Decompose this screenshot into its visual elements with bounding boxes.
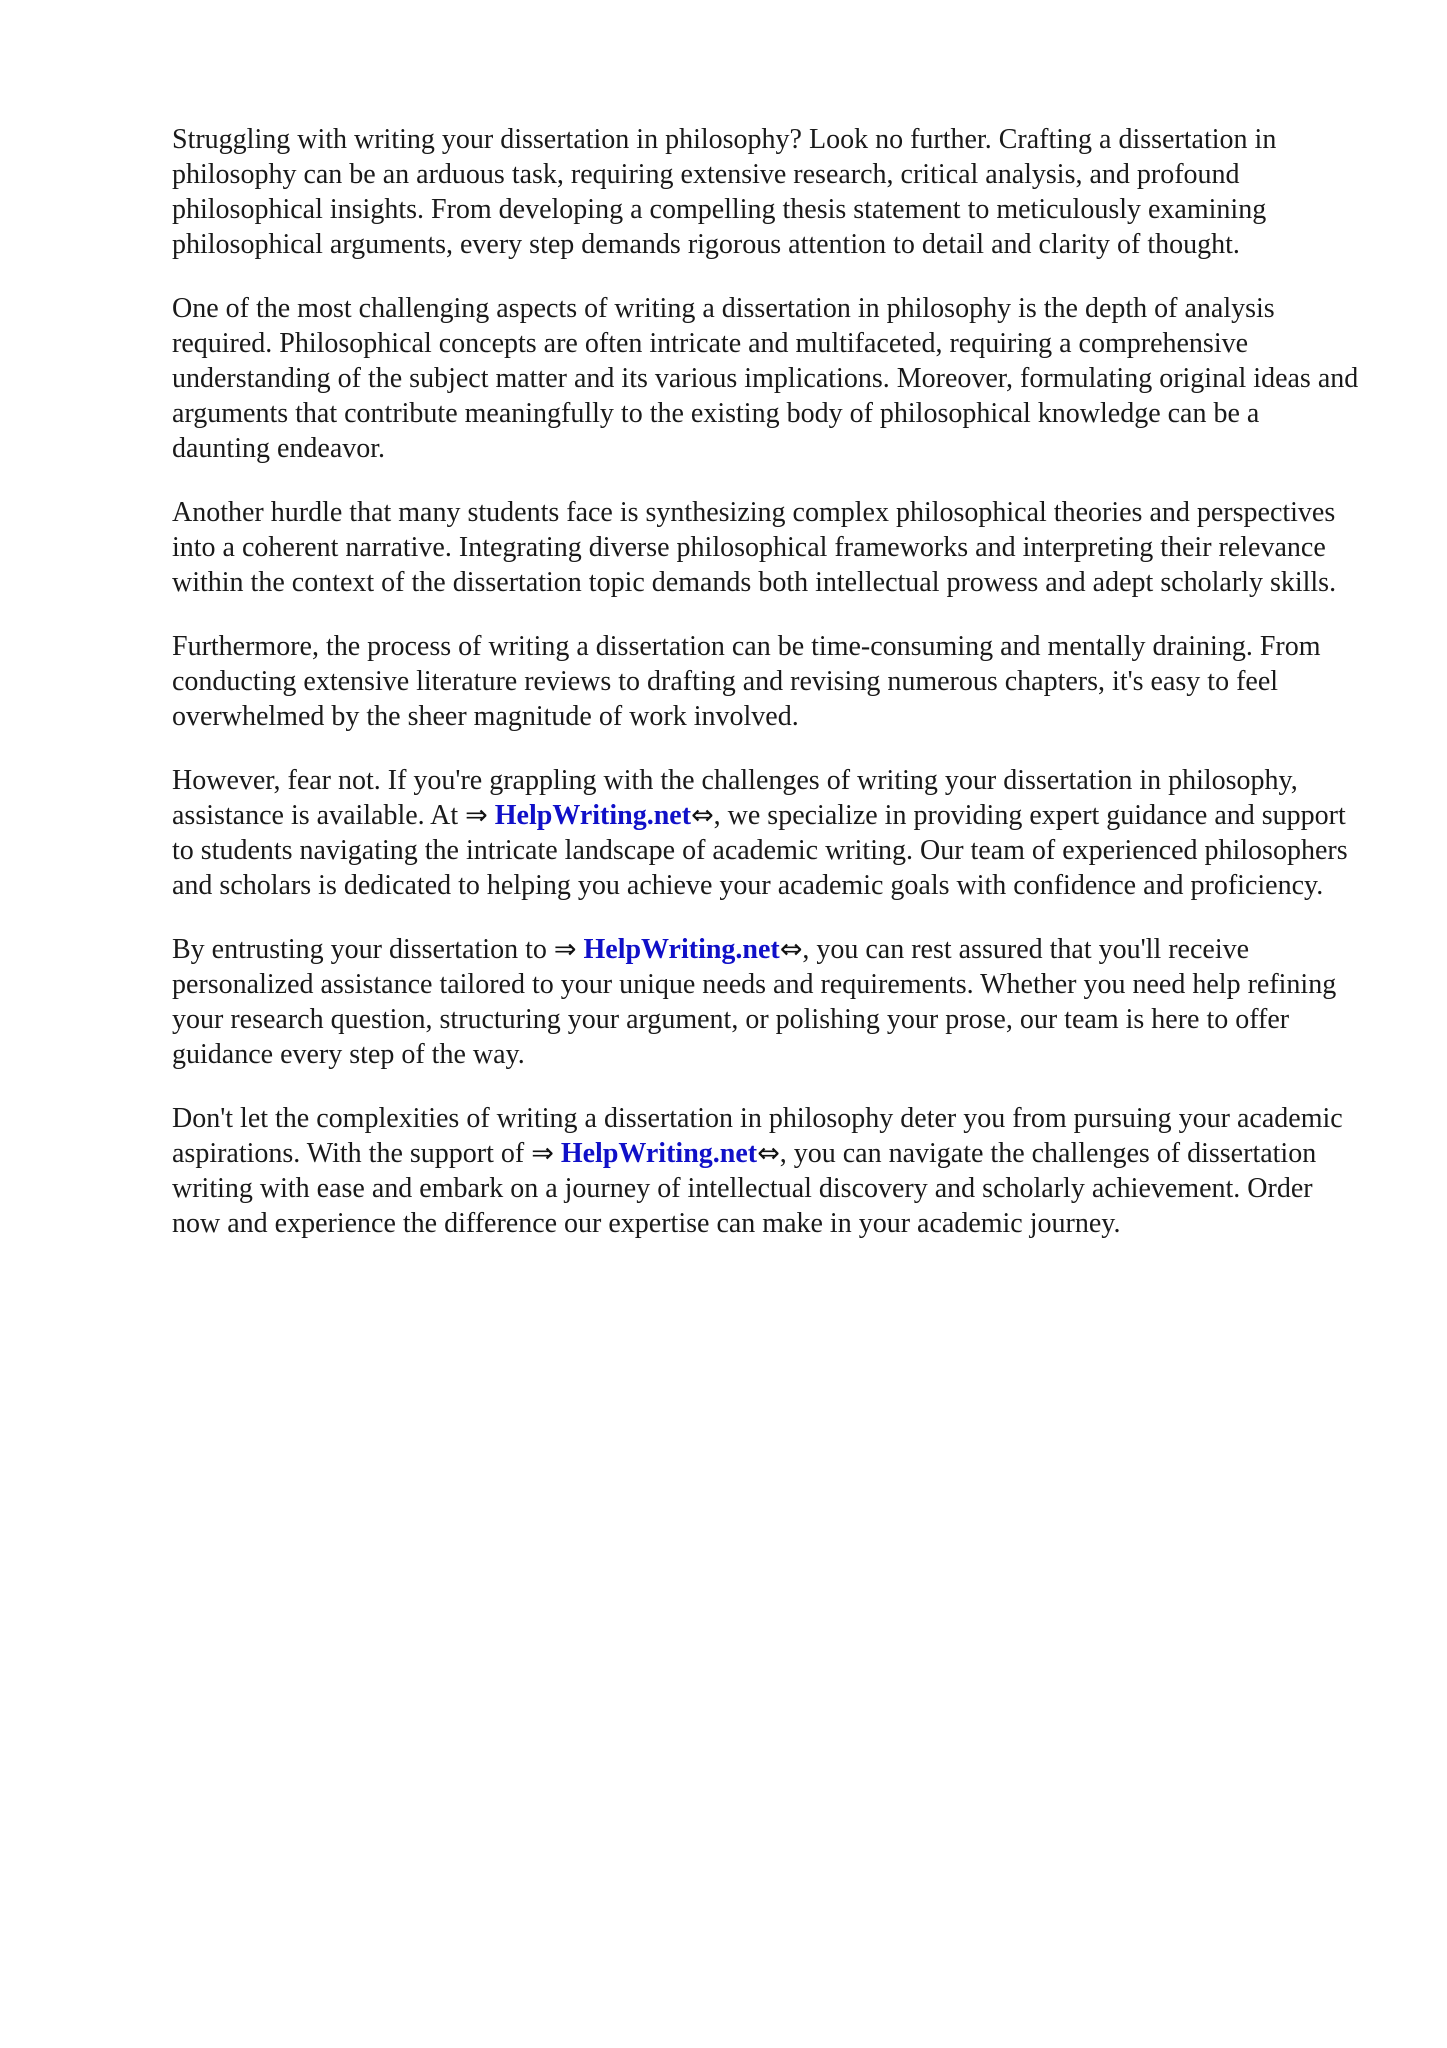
- helpwriting-link[interactable]: HelpWriting.net: [494, 800, 692, 831]
- helpwriting-link[interactable]: HelpWriting.net: [560, 1138, 758, 1169]
- left-right-double-arrow-icon: ⇔: [779, 934, 803, 965]
- left-right-double-arrow-icon: ⇔: [691, 800, 714, 831]
- paragraph-text: , you can rest assured that you'll receive personalized assistance tailored to your unique needs and requirements. Whether you need help refining your research question, structuring your argument, or polishing your prose, our team is here to offer guidance every step of the way.: [172, 934, 1337, 1070]
- right-double-arrow-icon: ⇒: [465, 800, 488, 831]
- paragraph-text: , we specialize in providing expert guidance and support to students navigating the intricate landscape of academic writing. Our team of experienced philosophers and scholars is dedicated to helping you achieve your academic goals with confidence and proficiency.: [172, 800, 1348, 901]
- paragraph-synthesis: Another hurdle that many students face is synthesizing complex philosophical theories and perspectives into a coherent narrative. Integrating diverse philosophical frameworks and interpreting their relevance within the context of the dissertation topic demands both intellectual prowess and adept scholarly skills.: [172, 497, 1337, 598]
- paragraph-time: Furthermore, the process of writing a dissertation can be time-consuming and mentally draining. From conducting extensive literature reviews to drafting and revising numerous chapters, it's easy to feel overwhelmed by the sheer magnitude of work involved.: [172, 631, 1321, 732]
- document-body: [172, 122, 1362, 1270]
- paragraph-closing: [172, 1101, 1362, 1241]
- paragraph-text: However, fear not. If you're grappling with the challenges of writing your dissertation in philosophy, assistance is available. At: [172, 765, 1298, 831]
- right-double-arrow-icon: ⇒: [553, 934, 577, 965]
- right-double-arrow-icon: ⇒: [531, 1138, 554, 1169]
- paragraph-entrusting: [172, 932, 1362, 1072]
- paragraph-text: , you can navigate the challenges of dissertation writing with ease and embark on a journey of intellectual discovery and scholarly achievement. Order now and experience the difference our expertise can make in your academic journey.: [172, 1138, 1317, 1239]
- paragraph-text: By entrusting your dissertation to: [172, 934, 554, 965]
- helpwriting-link[interactable]: HelpWriting.net: [583, 934, 780, 965]
- paragraph-analysis: One of the most challenging aspects of writing a dissertation in philosophy is the depth of analysis required. Philosophical concepts are often intricate and multifaceted, requiring a comprehensive understanding of the subject matter and its various implications. Moreover, formulating original ideas and arguments that contribute meaningfully to the existing body of philosophical knowledge can be a daunting endeavor.: [172, 293, 1359, 464]
- paragraph-assistance: [172, 763, 1362, 903]
- paragraph-text: Don't let the complexities of writing a dissertation in philosophy deter you from pursuing your academic aspirations. With the support of: [172, 1103, 1343, 1169]
- paragraph-intro: Struggling with writing your dissertation in philosophy? Look no further. Crafting a dissertation in philosophy can be an arduous task, requiring extensive research, critical analysis, and profound philosophical insights. From developing a compelling thesis statement to meticulously examining philosophical arguments, every step demands rigorous attention to detail and clarity of thought.: [172, 124, 1277, 260]
- left-right-double-arrow-icon: ⇔: [757, 1138, 780, 1169]
